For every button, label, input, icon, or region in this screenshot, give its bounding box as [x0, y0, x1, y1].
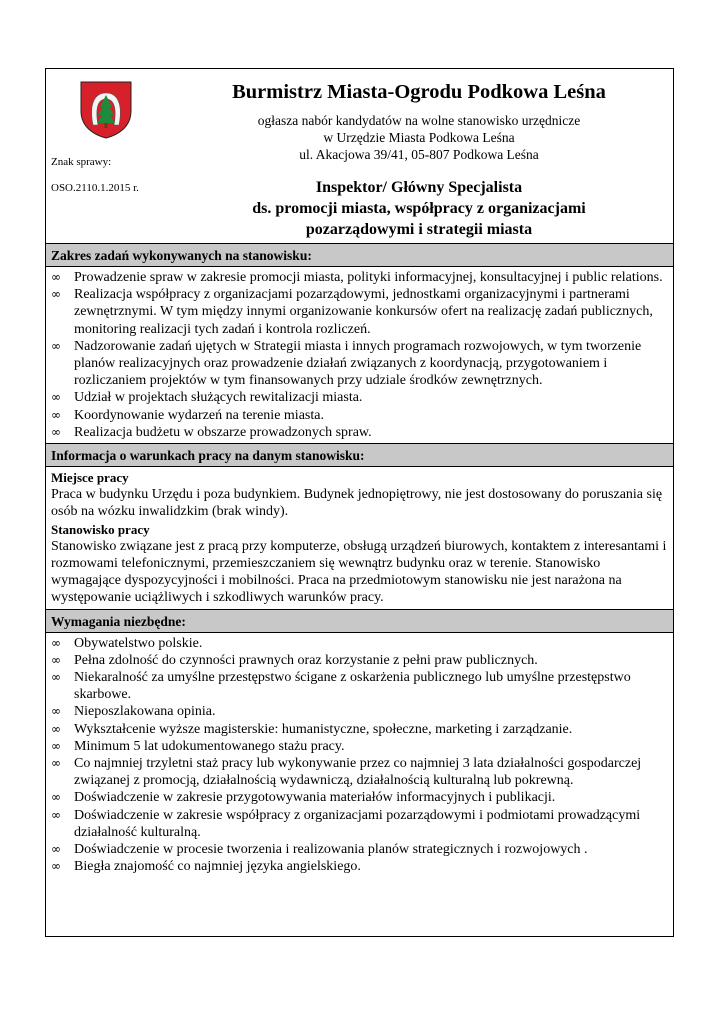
list-item [51, 669, 669, 703]
list-item [51, 424, 669, 441]
tasks-list [46, 267, 673, 443]
list-item-text: Doświadczenie w zakresie współpracy z organizacjami pozarządowymi i podmiotami prowadzącymi działalność kulturalną. [74, 807, 641, 840]
list-item-text: Realizacja budżetu w obszarze prowadzonych spraw. [74, 424, 372, 440]
list-item-text: Co najmniej trzyletni staż pracy lub wykonywanie przez co najmniej 3 lata działalności gospodarczej związanej z promocją, działalnością wydawniczą, działalnością kulturalną lub pokrewną. [74, 756, 642, 789]
list-item [51, 407, 669, 424]
list-item [51, 338, 669, 390]
infinity-bullet-icon: ∞ [51, 338, 61, 353]
infinity-bullet-icon: ∞ [51, 756, 61, 771]
reference-number: OSO.2110.1.2015 r. [51, 182, 139, 194]
list-item [51, 789, 669, 806]
infinity-bullet-icon: ∞ [51, 424, 61, 439]
infinity-bullet-icon: ∞ [51, 859, 61, 874]
document-frame [45, 68, 674, 937]
infinity-bullet-icon: ∞ [51, 790, 61, 805]
infinity-bullet-icon: ∞ [51, 704, 61, 719]
requirements-section-heading: Wymagania niezbędne: [46, 610, 673, 633]
list-item-text: Nieposzlakowana opinia. [74, 704, 216, 720]
infinity-bullet-icon: ∞ [51, 390, 61, 405]
position-title-line: ds. promocji miasta, współpracy z organizacjami [252, 200, 586, 217]
position-title-line: Inspektor/ Główny Specjalista [315, 179, 523, 196]
list-item [51, 807, 669, 841]
list-item-text: Obywatelstwo polskie. [74, 635, 203, 651]
post-subheading: Stanowisko pracy [51, 521, 150, 537]
workplace-text: Praca w budynku Urzędu i poza budynkiem. Budynek jednopiętrowy, nie jest dostosowany do poruszania się osób na wózku inwalidzkim (brak windy). [51, 487, 663, 520]
infinity-bullet-icon: ∞ [51, 635, 61, 650]
list-item-text: Doświadczenie w procesie tworzenia i realizowania planów strategicznych i rozwojowych . [74, 842, 588, 858]
infinity-bullet-icon: ∞ [51, 670, 61, 685]
list-item [51, 755, 669, 789]
list-item [51, 269, 669, 286]
announcement-line: ul. Akacjowa 39/41, 05-807 Podkowa Leśna [299, 147, 539, 162]
infinity-bullet-icon: ∞ [51, 807, 61, 822]
requirements-list [46, 633, 673, 878]
conditions-section [46, 467, 673, 610]
infinity-bullet-icon: ∞ [51, 407, 61, 422]
announcement-line: w Urzędzie Miasta Podkowa Leśna [323, 130, 515, 145]
workplace-subheading: Miejsce pracy [51, 470, 129, 486]
page-title: Burmistrz Miasta-Ogrodu Podkowa Leśna [232, 81, 606, 103]
infinity-bullet-icon: ∞ [51, 738, 61, 753]
announcement-line: ogłasza nabór kandydatów na wolne stanowisko urzędnicze [257, 113, 581, 128]
list-item [51, 858, 669, 875]
position-title [164, 177, 674, 240]
list-item-text: Udział w projektach służących rewitalizacji miasta. [74, 390, 363, 406]
infinity-bullet-icon: ∞ [51, 287, 61, 302]
document-header [46, 69, 673, 244]
list-item-text: Niekaralność za umyślne przestępstwo ścigane z oskarżenia publicznego lub umyślne przestępstwo skarbowe. [74, 670, 631, 703]
list-item [51, 738, 669, 755]
infinity-bullet-icon: ∞ [51, 270, 61, 284]
list-item-text: Realizacja współpracy z organizacjami pozarządowymi, jednostkami organizacyjnymi i partnerami zewnętrznymi. W tym między innymi organizowanie konkursów ofert na realizację zadań publicznych, monitoring realizacji tych zadań i kontrola rozliczeń. [74, 287, 653, 337]
town-crest-icon [80, 81, 132, 139]
list-item-text: Pełna zdolność do czynności prawnych oraz korzystanie z pełni praw publicznych. [74, 652, 538, 668]
list-item [51, 652, 669, 669]
list-item [51, 703, 669, 720]
list-item-text: Nadzorowanie zadań ujętych w Strategii miasta i innych programach rozwojowych, w tym tworzenie planów realizacyjnych oraz prowadzenie działań związanych z koordynacją, przygotowaniem i rozliczaniem projektów w tym finansowanych przy udziale środków zewnętrznych. [74, 338, 642, 389]
infinity-bullet-icon: ∞ [51, 652, 61, 667]
list-item [51, 286, 669, 338]
infinity-bullet-icon: ∞ [51, 721, 61, 736]
list-item-text: Doświadczenie w zakresie przygotowywania materiałów informacyjnych i publikacji. [74, 790, 556, 806]
list-item-text: Prowadzenie spraw w zakresie promocji miasta, polityki informacyjnej, konsultacyjnej i public relations. [74, 270, 663, 285]
position-title-line: pozarządowymi i strategii miasta [305, 221, 533, 238]
list-item-text: Wykształcenie wyższe magisterskie: humanistyczne, społeczne, marketing i zarządzanie. [74, 721, 573, 737]
tasks-section [46, 267, 673, 444]
requirements-section [46, 633, 673, 878]
list-item [51, 635, 669, 652]
list-item-text: Biegła znajomość co najmniej języka angielskiego. [74, 859, 361, 875]
post-text: Stanowisko związane jest z pracą przy komputerze, obsługą urządzeń biurowych, kontaktem z interesantami i rozmowami telefonicznymi, przemieszczaniem się wewnątrz budynku oraz w terenie. Stanowisko wymagające dyspozycyjności i mobilności. Praca na przedmiotowym stanowisku nie jest narażona na występowanie uciążliwych i szkodliwych warunków pracy. [51, 538, 667, 606]
reference-label: Znak sprawy: [51, 156, 112, 168]
conditions-section-heading: Informacja o warunkach pracy na danym stanowisku: [46, 444, 673, 467]
announcement [164, 112, 674, 163]
list-item [51, 841, 669, 858]
list-item [51, 721, 669, 738]
list-item [51, 389, 669, 406]
infinity-bullet-icon: ∞ [51, 842, 61, 857]
list-item-text: Minimum 5 lat udokumentowanego stażu pracy. [74, 738, 345, 754]
tasks-section-heading: Zakres zadań wykonywanych na stanowisku: [46, 244, 673, 267]
list-item-text: Koordynowanie wydarzeń na terenie miasta. [74, 407, 324, 423]
